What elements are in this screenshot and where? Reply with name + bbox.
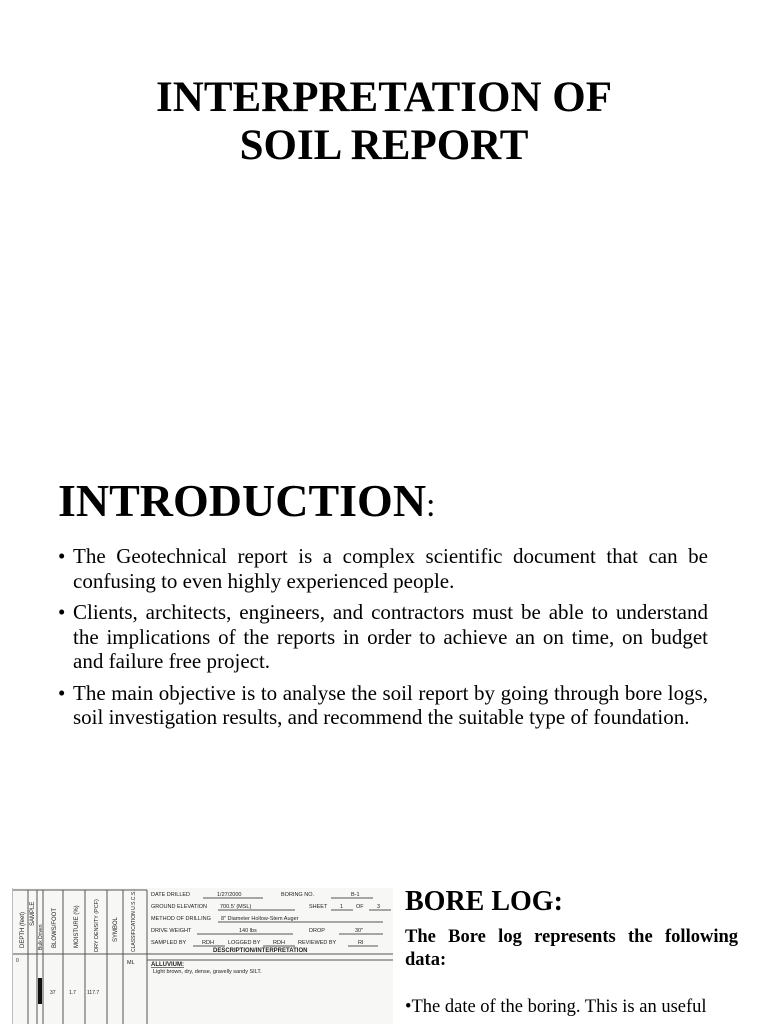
column-header-symbol: SYMBOL	[113, 916, 119, 942]
column-header-moisture: MOISTURE (%)	[74, 905, 80, 948]
field-label: DRIVE WEIGHT	[151, 928, 192, 934]
field-label: SAMPLED BY	[151, 940, 187, 946]
bore-log-bullet: •The date of the boring. This is an useful	[405, 997, 707, 1017]
column-header-sample: SAMPLE	[30, 901, 36, 926]
field-value: 700.5' (MSL)	[220, 904, 252, 910]
field-value: 3	[377, 904, 381, 910]
bore-log-title: BORE LOG:	[405, 886, 563, 917]
title-line-2: SOIL REPORT	[239, 122, 529, 169]
field-value: 140 lbs	[239, 928, 257, 934]
field-label: REVIEWED BY	[298, 940, 337, 946]
introduction-slide	[0, 440, 768, 860]
bore-log-slide	[0, 860, 768, 1024]
row-classification: ML	[127, 960, 135, 966]
row-unit: ALLUVIUM:	[151, 962, 184, 968]
field-label: OF	[356, 904, 364, 910]
field-label: DATE DRILLED	[151, 892, 191, 898]
title-line-1: INTERPRETATION OF	[156, 74, 612, 121]
bullet-text: Clients, architects, engineers, and contractors must be able to understand the implications of the reports in order to achieve an on time, on budget and failure free project.	[73, 600, 708, 673]
row-blows: 37	[50, 990, 56, 996]
row-density: 117.7	[87, 990, 100, 996]
field-value: B-1	[351, 892, 360, 898]
heading-colon: :	[426, 487, 436, 524]
row-moisture: 1.7	[69, 990, 76, 996]
heading-text: INTRODUCTION	[58, 475, 427, 526]
bullet-icon: •	[58, 600, 66, 624]
bullet-text: The main objective is to analyse the soil report by going through bore logs, soil investigation results, and recommend the suitable type of foundation.	[73, 680, 708, 729]
sample-marker	[38, 978, 42, 1004]
field-value: 1/27/2000	[217, 892, 242, 898]
introduction-bullet-list	[58, 544, 708, 737]
column-header-bulk-driven: Bulk Driven	[38, 924, 44, 950]
column-header-depth: DEPTH (feet)	[20, 911, 26, 948]
field-label: LOGGED BY	[228, 940, 261, 946]
section-header: DESCRIPTION/INTERPRETATION	[213, 948, 308, 954]
bullet-text: The Geotechnical report is a complex scientific document that can be confusing to even highly experienced people.	[73, 544, 708, 593]
field-value: 1	[340, 904, 344, 910]
bullet-icon: •	[58, 680, 66, 705]
field-label: GROUND ELEVATION	[151, 904, 208, 910]
introduction-heading	[58, 474, 436, 533]
field-label: SHEET	[309, 904, 328, 910]
field-value: RI	[358, 940, 364, 946]
column-header-blows-foot: BLOWS/FOOT	[52, 907, 58, 948]
bullet-item	[58, 681, 708, 730]
bullet-icon: •	[58, 544, 66, 568]
column-header-classification: CLASSIFICATION U.S.C.S.	[131, 890, 137, 952]
row-description: Light brown, dry, dense, gravelly sandy SILT.	[153, 969, 262, 975]
field-value: 8" Diameter Hollow-Stem Auger	[221, 916, 299, 922]
row-depth: 0	[16, 958, 19, 964]
bore-log-image	[12, 888, 393, 1024]
bore-log-subtitle: The Bore log represents the following data:	[405, 927, 738, 970]
presentation-title	[0, 74, 768, 170]
column-header-dry-density: DRY DENSITY (PCF)	[94, 899, 100, 952]
field-label: DROP	[309, 928, 325, 934]
field-label: METHOD OF DRILLING	[151, 916, 211, 922]
bullet-item	[58, 544, 708, 593]
field-value: 30"	[355, 928, 364, 934]
title-slide	[0, 0, 768, 440]
field-value: RDH	[202, 940, 214, 946]
field-value: RDH	[273, 940, 285, 946]
bullet-item	[58, 600, 708, 674]
field-label: BORING NO.	[281, 892, 315, 898]
